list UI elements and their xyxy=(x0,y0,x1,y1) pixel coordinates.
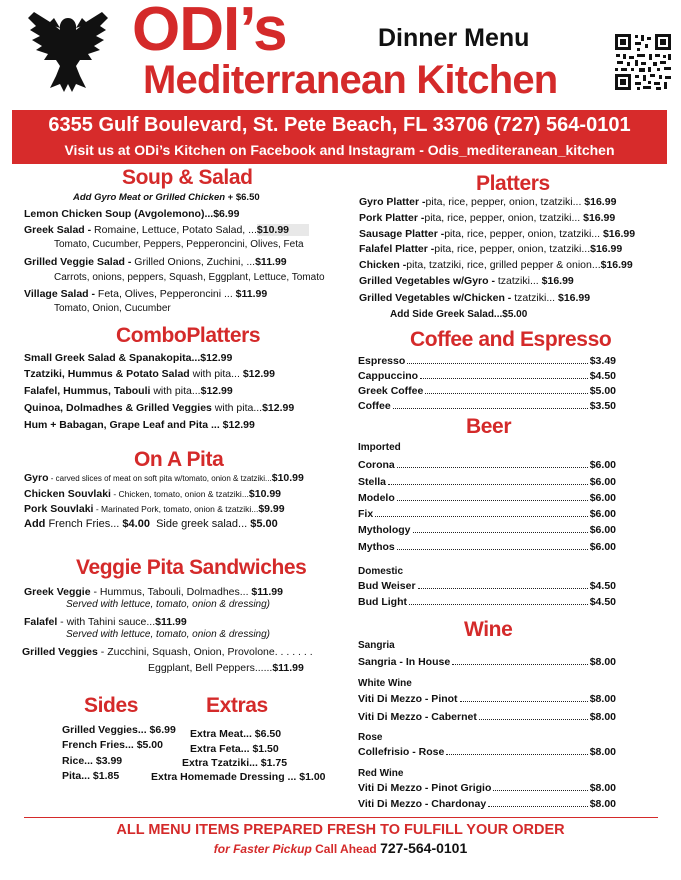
footer-line1: ALL MENU ITEMS PREPARED FRESH TO FULFILL YOUR ORDER xyxy=(116,822,565,838)
item-desc: Grilled Onions, Zuchini, ... xyxy=(131,256,256,268)
item-name: Extra Feta... xyxy=(190,743,250,755)
menu-item xyxy=(62,739,163,751)
item-detail: Tomato, Onion, Cucumber xyxy=(54,303,171,314)
item-price: $16.99 xyxy=(538,275,574,287)
item-name: Pork Souvlaki xyxy=(24,503,94,515)
item-price: $6.00 xyxy=(589,508,616,520)
add-fries: French Fries... xyxy=(48,518,120,530)
menu-item xyxy=(358,476,616,488)
item-price: $16.99 xyxy=(581,196,617,208)
menu-item xyxy=(24,586,283,598)
sides-title: Sides xyxy=(84,694,139,717)
item-name: Espresso xyxy=(358,355,406,367)
item-name: Pita... xyxy=(62,770,91,782)
menu-item xyxy=(24,503,285,515)
menu-item xyxy=(358,580,616,592)
item-name: Collefrisio - Rose xyxy=(358,746,445,758)
menu-item xyxy=(358,798,616,810)
item-price: $6.00 xyxy=(589,524,616,536)
item-name: Bud Light xyxy=(358,596,407,608)
menu-item xyxy=(359,243,622,255)
menu-item xyxy=(358,746,616,758)
beer-title: Beer xyxy=(466,415,512,438)
item-price: $12.99 xyxy=(219,419,255,431)
item-name: Falafel Platter - xyxy=(359,243,435,255)
menu-item xyxy=(24,419,255,431)
add-fries-price: $4.00 xyxy=(122,518,150,530)
item-note: Served with lettuce, tomato, onion & dressing) xyxy=(66,629,270,640)
item-name: Pork Platter - xyxy=(359,212,425,224)
item-name: Stella xyxy=(358,476,387,488)
menu-item xyxy=(24,616,187,628)
item-price: $11.99 xyxy=(155,616,187,628)
item-price: $11.99 xyxy=(272,662,304,674)
item-name: Fix xyxy=(358,508,374,520)
item-price: $5.00 xyxy=(589,385,616,397)
item-name: Village Salad - xyxy=(24,288,96,300)
menu-item xyxy=(24,402,294,414)
footer-line2 xyxy=(0,840,681,856)
item-name: Viti Di Mezzo - Cabernet xyxy=(358,711,477,723)
menu-item xyxy=(358,596,616,608)
item-name: Viti Di Mezzo - Pinot Grigio xyxy=(358,782,492,794)
item-name: Hum + Babagan, Grape Leaf and Pita ... xyxy=(24,419,220,431)
item-desc: - Zucchini, Squash, Onion, Provolone. . . . . . . xyxy=(97,646,313,658)
item-name: Grilled Vegetables w/Gyro - xyxy=(359,275,495,287)
item-desc: tzatziki... xyxy=(494,275,539,287)
social-text: Visit us at ODi’s Kitchen on Facebook and Instagram - Odis_mediteranean_kitchen xyxy=(64,142,615,158)
item-price: $6.50 xyxy=(251,728,282,740)
item-price: $4.50 xyxy=(589,596,616,608)
menu-item xyxy=(359,259,633,271)
menu-item xyxy=(24,352,232,364)
item-name: Greek Salad - xyxy=(24,224,92,236)
item-price: $6.99 xyxy=(146,724,176,736)
item-note: Served with lettuce, tomato, onion & dressing) xyxy=(66,599,270,610)
item-name: Sausage Platter - xyxy=(359,228,445,240)
pita-title: On A Pita xyxy=(134,448,224,471)
menu-item xyxy=(358,656,616,668)
item-name: Gyro xyxy=(24,472,49,484)
address-text: 6355 Gulf Boulevard, St. Pete Beach, FL 33706 (727) 564-0101 xyxy=(48,114,631,136)
menu-item xyxy=(358,355,616,367)
coffee-title: Coffee and Espresso xyxy=(410,328,612,351)
menu-item xyxy=(190,743,279,755)
item-desc: pita, rice, pepper, onion, tzatziki... xyxy=(425,196,582,208)
item-detail: Carrots, onions, peppers, Squash, Eggplant, Lettuce, Tomato xyxy=(54,272,325,283)
item-price: $16.99 xyxy=(590,243,623,255)
menu-item xyxy=(358,711,616,723)
item-name: Add Side Greek Salad... xyxy=(390,309,503,320)
white-wine-label: White Wine xyxy=(358,678,412,689)
item-desc: tzatziki... xyxy=(511,292,556,304)
menu-item xyxy=(62,724,176,736)
menu-item xyxy=(358,385,616,397)
item-price: $16.99 xyxy=(580,212,616,224)
item-name: Lemon Chicken Soup (Avgolemono)... xyxy=(24,208,214,220)
item-price: $5.00 xyxy=(133,739,163,751)
item-desc: pita, rice, pepper, onion, tzatziki... xyxy=(434,243,591,255)
item-price: $8.00 xyxy=(589,656,616,668)
item-detail: Eggplant, Bell Peppers...... xyxy=(148,662,273,674)
item-desc: pita, rice, pepper, onion, tzatziki... xyxy=(424,212,581,224)
item-detail: Tomato, Cucumber, Peppers, Pepperoncini, Olives, Feta xyxy=(54,239,304,250)
menu-item xyxy=(359,292,590,304)
item-desc: - with Tahini sauce... xyxy=(57,616,156,628)
item-price: $3.49 xyxy=(589,355,616,367)
item-name: Chicken Souvlaki xyxy=(24,488,111,500)
item-price: $6.00 xyxy=(589,492,616,504)
soup-salad-title: Soup & Salad xyxy=(122,166,253,189)
item-name: Falafel xyxy=(24,616,58,628)
menu-item xyxy=(190,728,281,740)
menu-item xyxy=(24,256,287,268)
menu-item xyxy=(358,492,616,504)
menu-item xyxy=(358,782,616,794)
footer-divider xyxy=(24,817,658,818)
menu-item xyxy=(358,400,616,412)
platters-title: Platters xyxy=(476,172,550,195)
restaurant-subtitle: Mediterranean Kitchen xyxy=(143,58,558,102)
address-banner xyxy=(12,110,667,164)
item-price: $8.00 xyxy=(589,782,616,794)
item-name: Mythology xyxy=(358,524,411,536)
menu-item xyxy=(24,224,309,236)
restaurant-name: ODI’s xyxy=(132,0,287,64)
item-name: Greek Veggie xyxy=(24,586,91,598)
extras-title: Extras xyxy=(206,694,268,717)
red-wine-label: Red Wine xyxy=(358,768,404,779)
item-price: $3.50 xyxy=(589,400,616,412)
item-name: Corona xyxy=(358,459,395,471)
item-price: $1.75 xyxy=(257,757,288,769)
item-name: Grilled Vegetables w/Chicken - xyxy=(359,292,512,304)
menu-item xyxy=(24,368,275,380)
menu-item xyxy=(24,385,233,397)
item-name: Small Greek Salad & Spanakopita... xyxy=(24,352,201,364)
item-name: Viti Di Mezzo - Chardonay xyxy=(358,798,487,810)
menu-item xyxy=(62,755,122,767)
item-price: $12.99 xyxy=(200,385,233,397)
footer-phone: 727-564-0101 xyxy=(380,840,468,856)
menu-title: Dinner Menu xyxy=(378,24,530,52)
sangria-label: Sangria xyxy=(358,640,395,651)
add-salad-price: $5.00 xyxy=(250,518,278,530)
pita-add-ons xyxy=(24,518,278,530)
menu-item xyxy=(358,508,616,520)
menu-item xyxy=(151,771,326,783)
side-salad-note xyxy=(390,309,527,320)
item-price: $4.50 xyxy=(589,580,616,592)
menu-item xyxy=(24,472,304,484)
item-price: $1.50 xyxy=(249,743,279,755)
menu-item xyxy=(22,646,313,658)
item-name: Mythos xyxy=(358,541,395,553)
item-name: Grilled Veggie Salad - xyxy=(24,256,132,268)
item-price: $11.99 xyxy=(232,288,268,300)
item-name: Greek Coffee xyxy=(358,385,424,397)
item-price: $9.99 xyxy=(258,503,285,515)
item-price: $11.99 xyxy=(255,256,287,268)
item-name: Gyro Platter - xyxy=(359,196,426,208)
item-price: $6.99 xyxy=(213,208,240,220)
item-desc: with pita... xyxy=(150,385,201,397)
footer-call: Call Ahead xyxy=(315,842,377,856)
item-price: $10.99 xyxy=(257,224,309,236)
menu-item xyxy=(359,212,615,224)
menu-item xyxy=(358,693,616,705)
qr-code xyxy=(613,32,673,92)
item-price: $8.00 xyxy=(589,693,616,705)
item-price: $12.99 xyxy=(200,352,233,364)
menu-item xyxy=(359,196,616,208)
item-price: $16.99 xyxy=(555,292,591,304)
domestic-label: Domestic xyxy=(358,566,404,577)
item-price: $6.00 xyxy=(589,476,616,488)
item-name: Chicken - xyxy=(359,259,407,271)
rose-label: Rose xyxy=(358,732,383,743)
item-desc: with pita... xyxy=(211,402,263,414)
item-name: Grilled Veggies... xyxy=(62,724,147,736)
menu-item xyxy=(358,524,616,536)
item-price: $10.99 xyxy=(248,488,282,500)
menu-item xyxy=(358,459,616,471)
item-name: Sangria - In House xyxy=(358,656,451,668)
item-name: Modelo xyxy=(358,492,395,504)
menu-item xyxy=(24,208,239,220)
footer-faster: Faster Pickup xyxy=(233,842,312,856)
item-price: $8.00 xyxy=(589,798,616,810)
footer-for: for xyxy=(213,842,230,856)
item-name: Viti Di Mezzo - Pinot xyxy=(358,693,458,705)
item-price: $8.00 xyxy=(589,746,616,758)
menu-item xyxy=(358,370,616,382)
item-desc: Romaine, Lettuce, Potato Salad, ... xyxy=(91,224,257,236)
item-price: $12.99 xyxy=(239,368,275,380)
item-name: Extra Homemade Dressing ... xyxy=(151,771,297,783)
item-name: Grilled Veggies xyxy=(22,646,98,658)
item-desc: - carved slices of meat on soft pita w/tomato, onion & tzatziki... xyxy=(48,474,272,483)
menu-item xyxy=(359,275,574,287)
soup-salad-note-price: + $6.50 xyxy=(227,192,260,203)
soup-salad-note xyxy=(73,192,260,203)
menu-item xyxy=(182,757,287,769)
item-name: Extra Meat... xyxy=(190,728,252,740)
item-price: $16.99 xyxy=(600,228,636,240)
item-price: $4.50 xyxy=(589,370,616,382)
item-desc: with pita... xyxy=(189,368,240,380)
add-label: Add xyxy=(24,518,46,530)
item-price: $1.85 xyxy=(90,770,120,782)
veggie-title: Veggie Pita Sandwiches xyxy=(76,556,307,579)
item-desc: pita, tzatziki, rice, grilled pepper & onion... xyxy=(406,259,601,271)
item-price: $3.99 xyxy=(92,755,123,767)
item-desc: - Hummus, Tabouli, Dolmadhes... xyxy=(90,586,249,598)
item-price: $5.00 xyxy=(502,309,528,320)
item-desc: - Chicken, tomato, onion & tzatziki... xyxy=(110,489,249,499)
item-name: Extra Tzatziki... xyxy=(182,757,258,769)
item-name: Bud Weiser xyxy=(358,580,416,592)
item-name: Rice... xyxy=(62,755,93,767)
item-price: $12.99 xyxy=(262,402,295,414)
menu-item xyxy=(24,288,267,300)
item-price: $16.99 xyxy=(600,259,633,271)
item-price: $1.00 xyxy=(296,771,326,783)
item-name: Coffee xyxy=(358,400,391,412)
menu-item xyxy=(24,488,281,500)
item-name: Falafel, Hummus, Tabouli xyxy=(24,385,151,397)
add-salad: Side greek salad... xyxy=(156,518,248,530)
item-name: Tzatziki, Hummus & Potato Salad xyxy=(24,368,190,380)
item-name: Quinoa, Dolmadhes & Grilled Veggies xyxy=(24,402,212,414)
menu-item xyxy=(358,541,616,553)
item-name: Cappuccino xyxy=(358,370,419,382)
item-desc: pita, rice, pepper, onion, tzatziki... xyxy=(444,228,601,240)
item-price: $6.00 xyxy=(589,459,616,471)
item-name: French Fries... xyxy=(62,739,134,751)
item-price: $10.99 xyxy=(271,472,304,484)
item-price: $11.99 xyxy=(248,586,283,598)
imported-label: Imported xyxy=(358,442,401,453)
menu-item xyxy=(62,770,119,782)
combo-title: ComboPlatters xyxy=(116,324,261,347)
item-desc: - Marinated Pork, tomato, onion & tzatziki... xyxy=(93,504,259,514)
albanian-eagle-logo xyxy=(26,4,110,96)
soup-salad-note-text: Add Gyro Meat or Grilled Chicken xyxy=(73,192,226,203)
menu-item xyxy=(359,228,635,240)
wine-title: Wine xyxy=(464,618,513,641)
item-price: $8.00 xyxy=(589,711,616,723)
item-desc: Feta, Olives, Pepperoncini ... xyxy=(95,288,233,300)
item-price: $6.00 xyxy=(589,541,616,553)
menu-item-detail xyxy=(148,662,304,674)
